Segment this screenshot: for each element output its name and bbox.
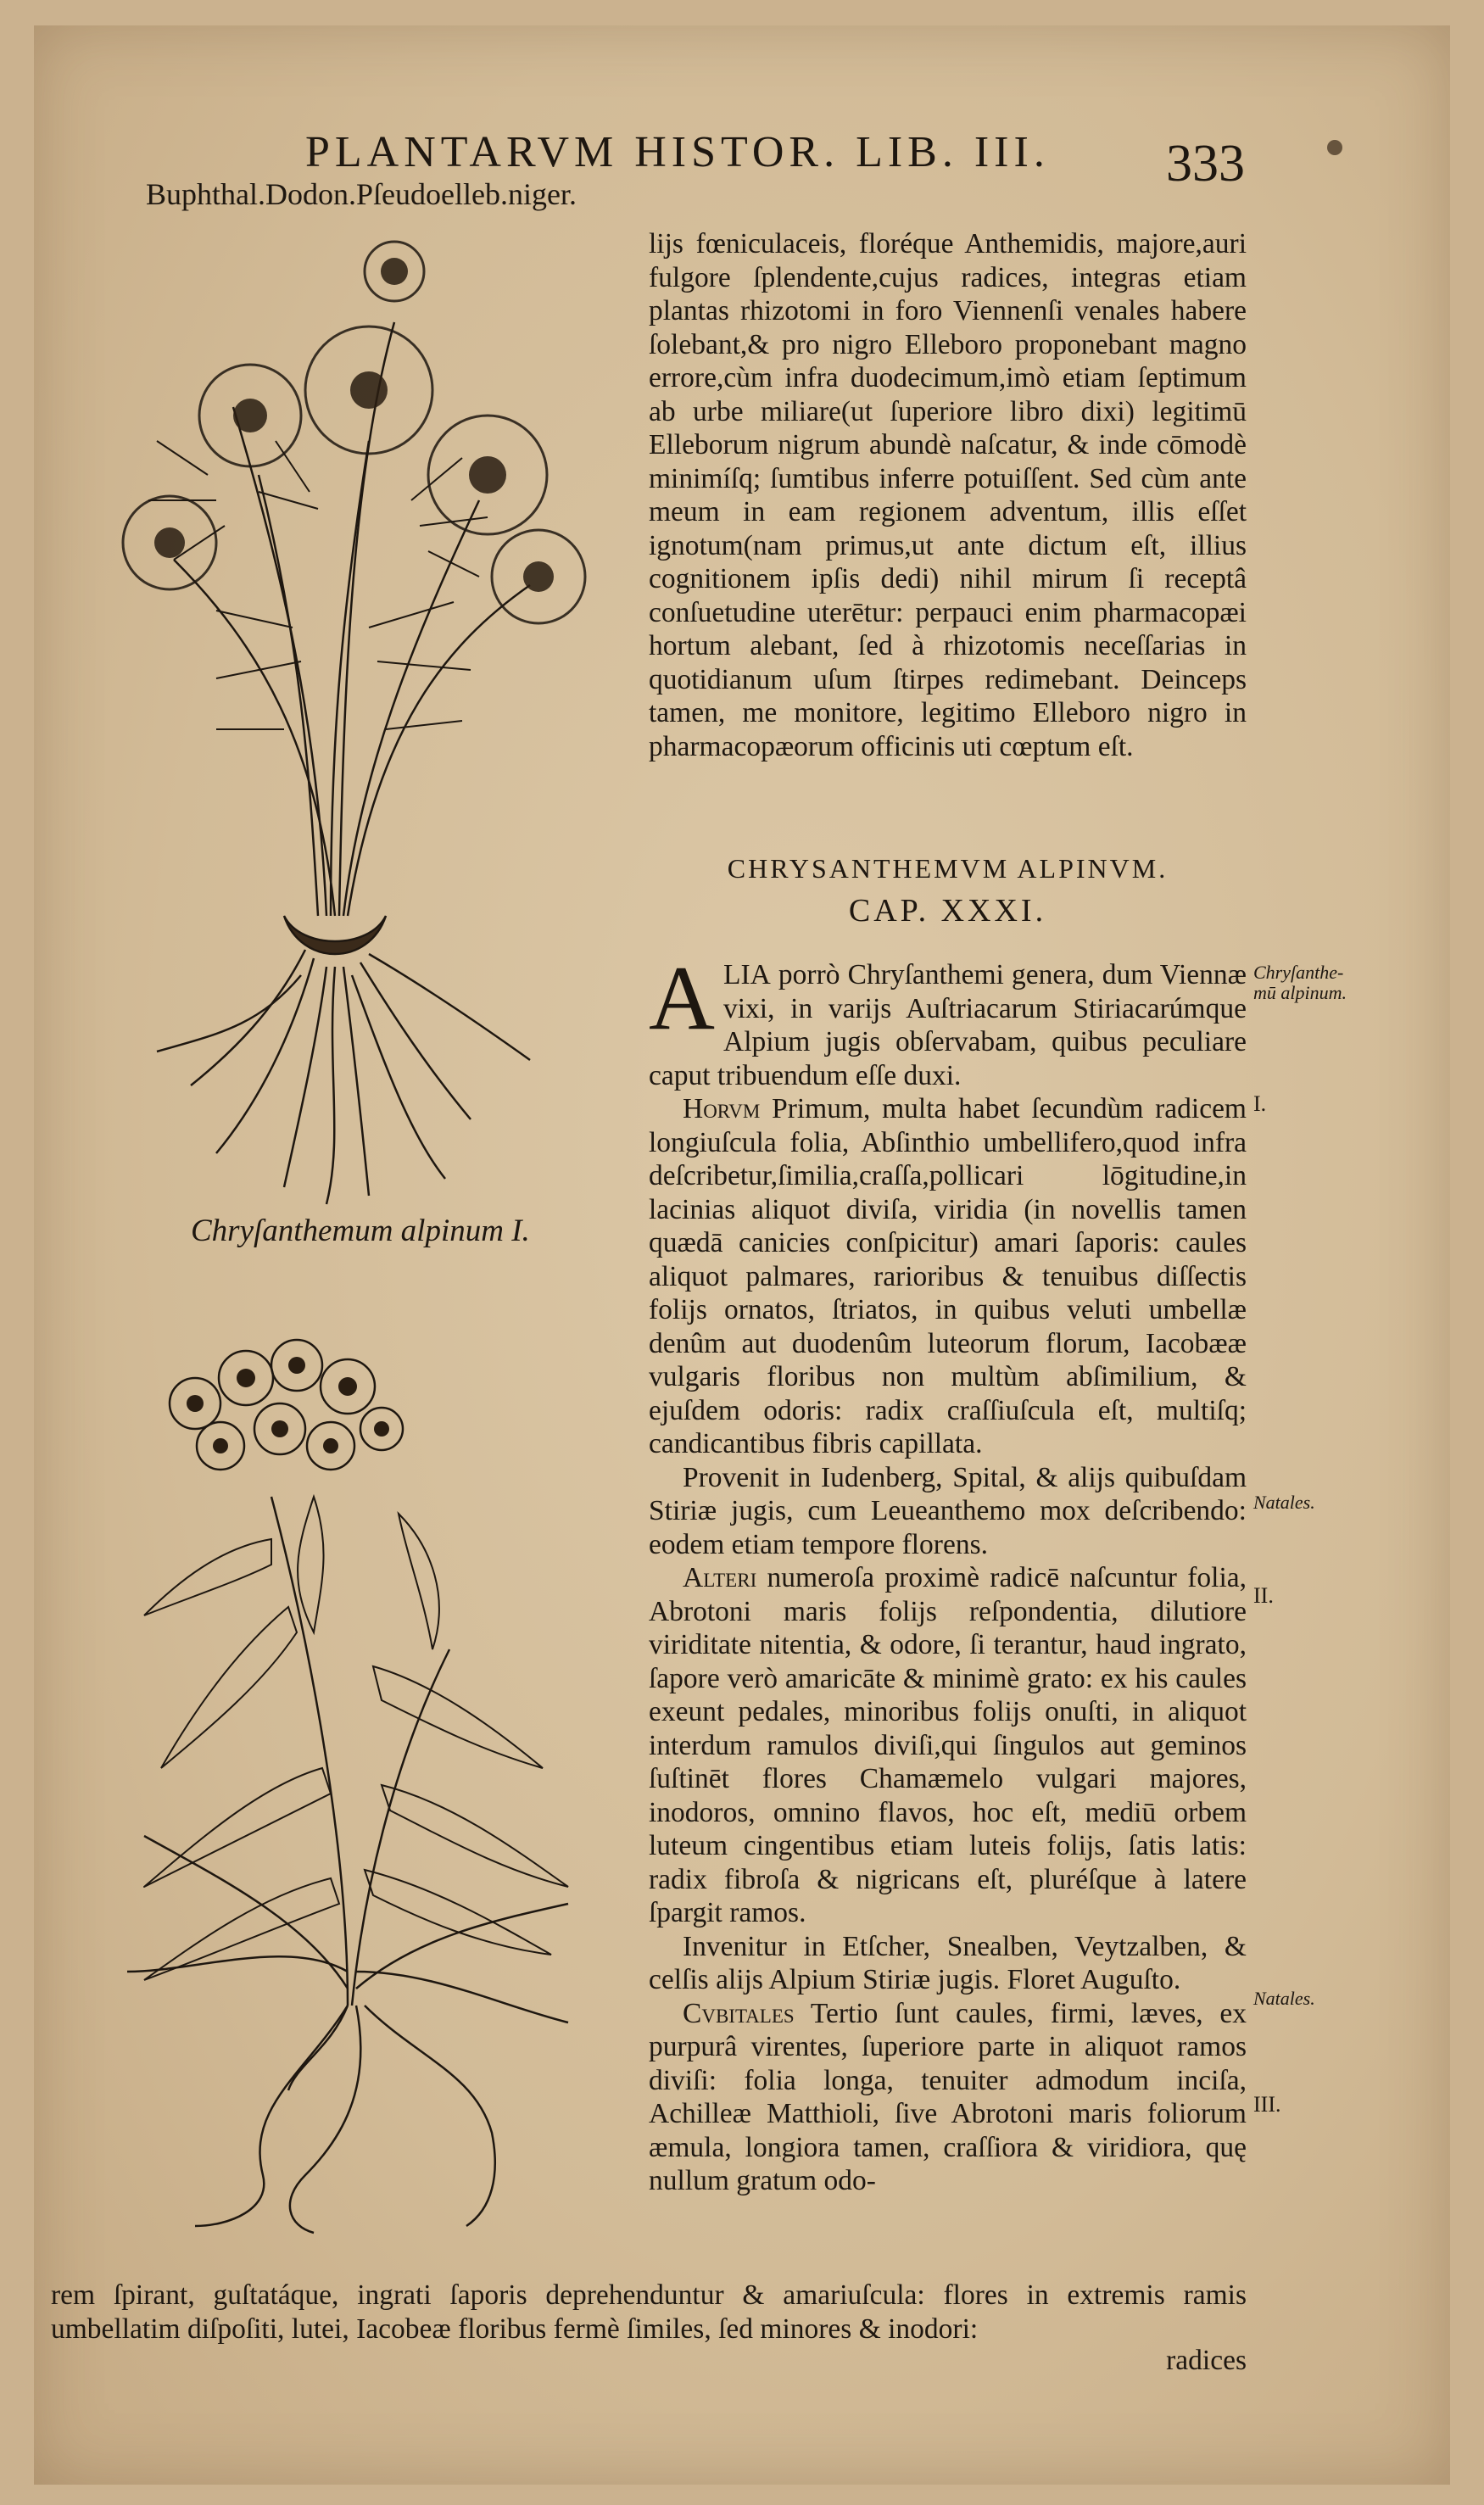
woodcut-illustration-chrysanthemum-alpinum-1 [89, 220, 606, 1221]
catchword: radices [1166, 2345, 1247, 2376]
paragraph-habitat-2: Invenitur in Etſcher, Snealben, Veytzalben, & celſis alijs Alpium Stiriæ jugis. Floret Auguſto. [649, 1930, 1247, 1995]
margin-note-species: Chryſanthe-mū alpinum. [1253, 962, 1347, 1003]
running-title: PLANTARVM HISTOR. LIB. III. [305, 128, 1050, 176]
margin-note-habitat-2: Natales. [1253, 1988, 1315, 2009]
full-width-text [51, 2279, 1247, 2346]
opening-word: LIA [723, 959, 771, 990]
paragraph-text: lijs fœniculaceis, floréque Anthemidis, majore,auri fulgore ſplendente,cujus radices, integras etiam plantas rhizotomi in foro Viennenſi venales habere ſolebant,& pro nigro Elleboro proponebant magno errore,cùm infra duodecimum,imò etiam ſeptimum ab urbe miliare(ut ſuperiore libro dixi) legitimū Elleborum nigrum abundè naſcatur, & inde cōmodè minimíſq; ſumtibus inferre potuiſſent. Sed cùm ante meum in eam regionem adventum, illis eſſet ignotum(nam primus,ut ante dictum eſt, illius cognitionem ipſis dedi) nihil mirum ſi receptâ conſuetudine uterētur: perpauci enim pharmacopæi hortum alebant, ſed à rhizotomis neceſſarias in quotidianum uſum ſtirpes redimebant. Deinceps tamen, me monitore, legitimo Elleboro nigro in pharmacopæorum officinis uti cœptum eſt. [649, 228, 1247, 762]
margin-note-habitat-1: Natales. [1253, 1492, 1315, 1513]
lead-word: Cvbitales [683, 1997, 795, 2029]
lead-word: Horvm [683, 1093, 761, 1124]
chapter-title: CHRYSANTHEMVM ALPINVM. [727, 853, 1169, 884]
woodcut-illustration-plant-2 [93, 1327, 602, 2234]
drop-capital: A [649, 948, 715, 1049]
paragraph-first-species [649, 1092, 1247, 1461]
paragraph-habitat-1: Provenit in Iudenberg, Spital, & alijs quibuſdam Stiriæ jugis, cum Leueanthemo mox deſcribendo: eodem etiam tempore florens. [649, 1461, 1247, 1560]
paragraph-text: numeroſa proximè radicē naſcuntur folia, Abrotoni maris folijs reſpondentia, dilutiore viriditate nitentia, & odore, ſi terantur, haud ingrato, ſapore verò amaricāte & minimè grato: ex his caules exeunt pedales, minoribus folijs onuſti, in aliquot interdum ramulos diviſi,qui ſingulos aut geminos ſuſtinēt flores Chamæmelo vulgari majores, inodoros, omnino flavos, hoc eſt, mediū orbem luteum cingentibus etiam luteis folijs, ſatis latis: radix fibroſa & nigricans eſt, pluréſque à latere ſpargit ramos. [649, 1562, 1247, 1928]
chapter-number: CAP. XXXI. [848, 893, 1047, 929]
margin-note-numeral-2: II. [1253, 1583, 1274, 1608]
figure-heading: Buphthal.Dodon.Pſeudoelleb.niger. [146, 177, 577, 211]
margin-note-numeral-3: III. [1253, 2092, 1281, 2117]
paragraph-third-species [649, 1997, 1247, 2198]
figure-caption: Chryſanthemum alpinum I. [191, 1213, 530, 1248]
ink-spot [1327, 140, 1342, 155]
lead-word: Alteri [683, 1562, 757, 1593]
paragraph-opening [649, 948, 1247, 1092]
paragraph-text: porrò Chryſanthemi genera, dum Viennæ vixi, in varijs Auſtriacarum Stiriacarúmque Alpium jugis obſervabam, quibus peculiare caput tribuendum eſſe duxi. [649, 959, 1247, 1091]
paragraph-text: rem ſpirant, guſtatáque, ingrati ſaporis deprehenduntur & amariuſcula: flores in extremis ramis umbellatim diſpoſiti, lutei, Iacobeæ floribus fermè ſimiles, ſed minores & inodori: [51, 2279, 1247, 2345]
paragraph-continuation [649, 227, 1247, 763]
chapter-body [649, 948, 1247, 2198]
paragraph-text: Primum, multa habet ſecundùm radicem longiuſcula folia, Abſinthio umbellifero,quod infra deſcribetur,ſimilia,craſſa,pollicari lōgitudine,in lacinias aliquot diviſa, viridia (in novellis tamen quædā canicies conſpicitur) amari ſaporis: caules aliquot palmares, rarioribus & tenuibus diſſectis folijs ornatos, ſtriatos, in quibus veluti umbellæ denûm aut duodenûm luteorum florum, Iacobææ vulgaris floribus non multùm abſimilium, & ejuſdem odoris: radix craſſiuſcula eſt, multiſq; candicantibus fibris capillata. [649, 1093, 1247, 1459]
margin-note-numeral-1: I. [1253, 1091, 1267, 1116]
page-number: 333 [1166, 135, 1245, 192]
paragraph-text: Tertio ſunt caules, firmi, læves, ex purpurâ virentes, ſuperiore parte in aliquot ramos diviſi: folia longa, tenuiter admodum inciſa, Achilleæ Matthioli, ſive Abrotoni maris foliorum æmula, longiora tamen, craſſiora & viridiora, quę nullum gratum odo- [649, 1997, 1247, 2196]
paragraph-second-species [649, 1561, 1247, 1930]
